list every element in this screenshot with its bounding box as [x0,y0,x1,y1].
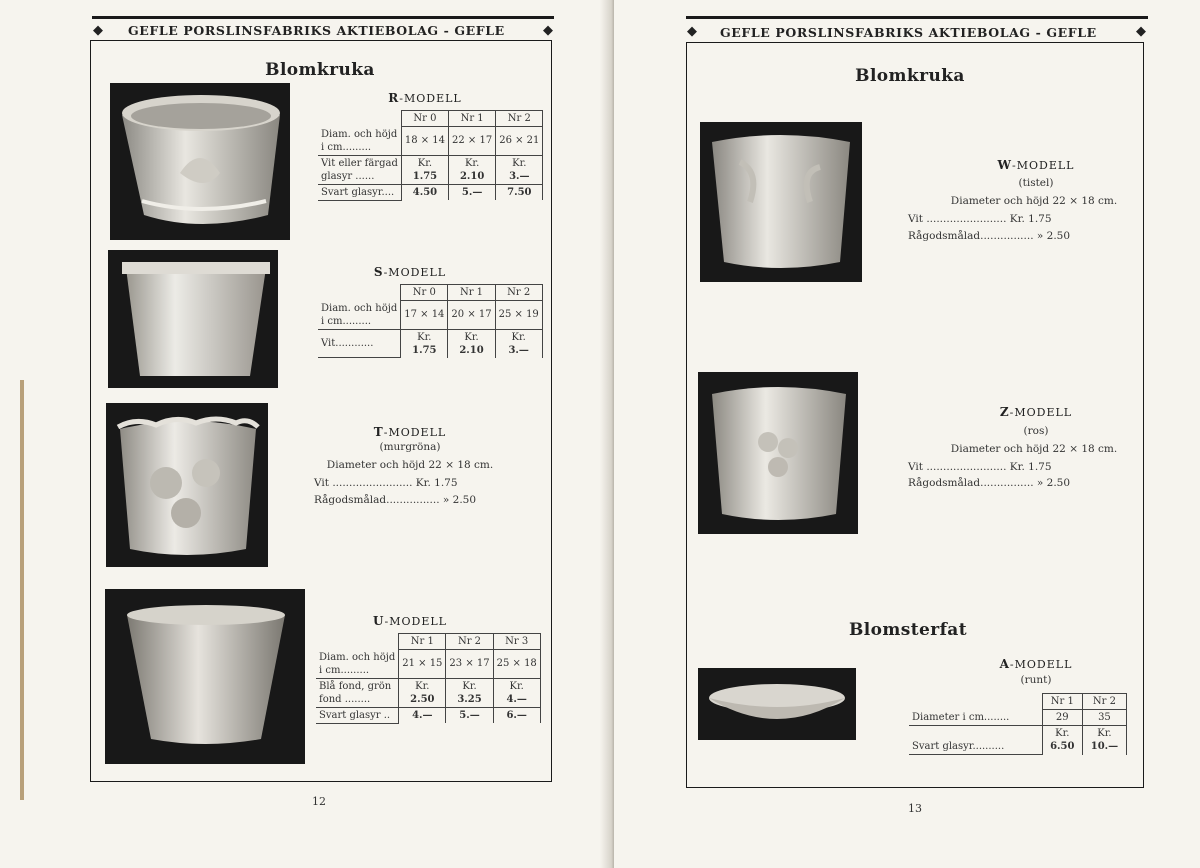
r-model-photo [110,83,290,240]
row-label: Vit eller färgad glasyr ...... [318,155,401,184]
page-edge-strip [20,380,24,800]
pot-image [698,372,858,534]
pot-image [105,589,305,764]
u-model-heading: U-MODELL [373,614,447,628]
pot-image [110,83,290,240]
col-header: Nr 1 [448,285,495,301]
w-model-heading: W-MODELL [997,158,1075,172]
col-header: Nr 3 [493,634,540,650]
col-header: Nr 2 [495,285,542,301]
w-model-subtitle: (tistel) [1018,177,1054,189]
pot-image [700,122,862,282]
dish-image [698,668,856,740]
a-model-price-table: Nr 1 Nr 2 Diameter i cm........ 29 35 Svart glasyr.......... Kr. 6.50 Kr. 10.— [909,693,1127,755]
t-model-dimensions: Diameter och höjd 22 × 18 cm. [326,459,494,471]
s-model-price-table: Nr 0 Nr 1 Nr 2 Diam. och höjd i cm......... 17 × 14 20 × 17 25 × 19 Vit............ Kr. 1.75 Kr. 2.10 Kr. 3.— [318,284,543,358]
col-header: Nr 0 [401,111,448,127]
diamond-icon: ◆ [93,23,103,38]
pot-image [108,250,278,388]
row-label: Diam. och höjd i cm......... [318,127,401,156]
diamond-icon: ◆ [687,24,697,39]
r-model-heading: R-MODELL [388,91,462,105]
r-model-price-table: Nr 0 Nr 1 Nr 2 Diam. och höjd i cm......... 18 × 14 22 × 17 26 × 21 Vit eller färgad glasyr ...... Kr. 1.75 Kr. 2.10 Kr. 3.— Svart glasyr.... 4.50 5.— 7.50 [318,110,543,201]
a-model-subtitle: (runt) [1020,674,1052,686]
a-model-photo [698,668,856,740]
right-page [614,0,1200,868]
t-model-photo [106,403,268,567]
z-model-price-line: Vit ........................ Kr. 1.75 [908,461,1052,473]
t-model-price-line: Rågodsmålad................ » 2.50 [314,494,477,506]
z-model-photo [698,372,858,534]
row-label: Diam. och höjd i cm......... [316,650,399,679]
section-title: Blomsterfat [849,620,967,640]
t-model-subtitle: (murgröna) [379,441,441,453]
col-header: Nr 2 [1082,694,1126,710]
header-rule [686,16,1148,19]
t-model-heading: T-MODELL [373,425,447,439]
row-label: Svart glasyr.......... [909,726,1042,755]
header-title: GEFLE PORSLINSFABRIKS AKTIEBOLAG - GEFLE [720,25,1097,40]
s-model-photo [108,250,278,388]
z-model-price-line: Rågodsmålad................ » 2.50 [908,477,1071,489]
w-model-price-line: Vit ........................ Kr. 1.75 [908,213,1052,225]
col-header: Nr 2 [446,634,493,650]
s-model-heading: S-MODELL [373,265,447,279]
col-header: Nr 1 [399,634,446,650]
u-model-photo [105,589,305,764]
row-label: Svart glasyr .. [316,707,399,723]
z-model-subtitle: (ros) [1023,425,1049,437]
u-model-price-table: Nr 1 Nr 2 Nr 3 Diam. och höjd i cm......... 21 × 15 23 × 17 25 × 18 Blå fond, grön fond ........ Kr. 2.50 Kr. 3.25 Kr. 4.— Svart glasyr .. 4.— 5.— 6.— [316,633,541,724]
page-number: 12 [312,795,326,808]
header-title: GEFLE PORSLINSFABRIKS AKTIEBOLAG - GEFLE [128,23,505,38]
z-model-dimensions: Diameter och höjd 22 × 18 cm. [950,443,1118,455]
row-label: Vit............ [318,329,401,358]
row-label: Diam. och höjd i cm......... [318,301,401,330]
diamond-icon: ◆ [543,23,553,38]
diamond-icon: ◆ [1136,24,1146,39]
page-title: Blomkruka [265,60,375,80]
row-label: Svart glasyr.... [318,184,401,200]
row-label: Blå fond, grön fond ........ [316,678,399,707]
col-header: Nr 0 [401,285,448,301]
t-model-price-line: Vit ........................ Kr. 1.75 [314,477,458,489]
row-label: Diameter i cm........ [909,710,1042,726]
w-model-price-line: Rågodsmålad................ » 2.50 [908,230,1071,242]
z-model-heading: Z-MODELL [999,405,1073,419]
col-header: Nr 2 [496,111,543,127]
w-model-photo [700,122,862,282]
a-model-heading: A-MODELL [999,657,1073,671]
col-header: Nr 1 [449,111,496,127]
col-header: Nr 1 [1042,694,1082,710]
pot-image [106,403,268,567]
page-title: Blomkruka [855,66,965,86]
header-rule [92,16,554,19]
w-model-dimensions: Diameter och höjd 22 × 18 cm. [950,195,1118,207]
page-number: 13 [908,802,922,815]
